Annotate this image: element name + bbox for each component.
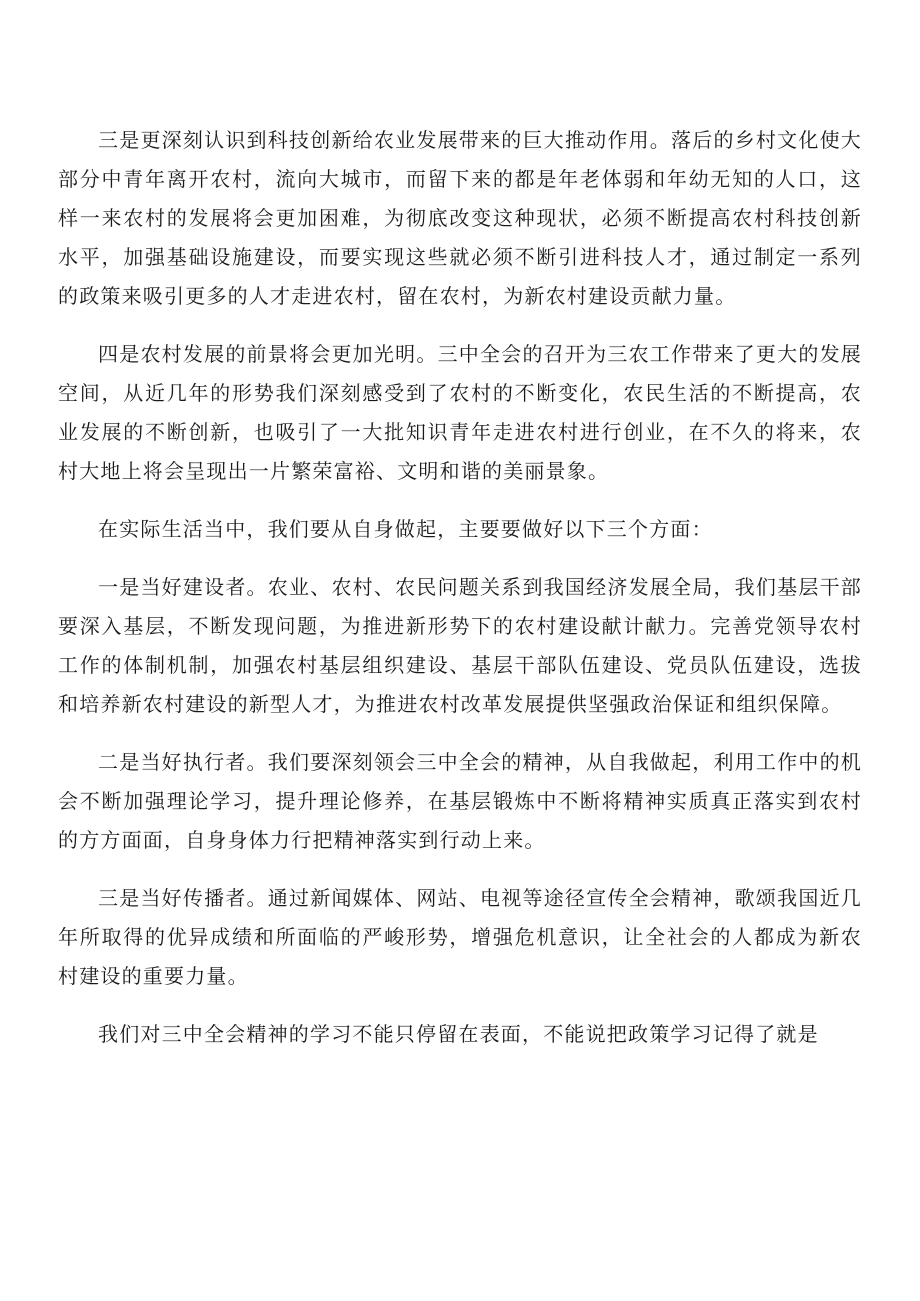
paragraph-executor: 二是当好执行者。我们要深刻领会三中全会的精神，从自我做起，利用工作中的机会不断加强理论学习，提升理论修养，在基层锻炼中不断将精神实质真正落实到农村的方方面面，自身身体力行把精神落实到行动上来。 [58,750,862,852]
paragraph-study-spirit: 我们对三中全会精神的学习不能只停留在表面，不能说把政策学习记得了就是 [98,1022,819,1046]
paragraph-rural-prospects: 四是农村发展的前景将会更加光明。三中全会的召开为三农工作带来了更大的发展空间，从近几年的形势我们深刻感受到了农村的不断变化，农民生活的不断提高，农业发展的不断创新，也吸引了一大批知识青年走进农村进行创业，在不久的将来，农村大地上将会呈现出一片繁荣富裕、文明和谐的美丽景象。 [58,342,862,483]
document-body [58,121,862,1054]
paragraph-communicator: 三是当好传播者。通过新闻媒体、网站、电视等途径宣传全会精神，歌颂我国近几年所取得的优异成绩和所面临的严峻形势，增强危机意识，让全社会的人都成为新农村建设的重要力量。 [58,886,862,988]
paragraph-technology-innovation: 三是更深刻认识到科技创新给农业发展带来的巨大推动作用。落后的乡村文化使大部分中青年离开农村，流向大城市，而留下来的都是年老体弱和年幼无知的人口，这样一来农村的发展将会更加困难，为彻底改变这种现状，必须不断提高农村科技创新水平，加强基础设施建设，而要实现这些就必须不断引进科技人才，通过制定一系列的政策来吸引更多的人才走进农村，留在农村，为新农村建设贡献力量。 [58,128,862,308]
paragraph-three-aspects-intro: 在实际生活当中，我们要从自身做起，主要要做好以下三个方面： [98,517,713,541]
paragraph-builder: 一是当好建设者。农业、农村、农民问题关系到我国经济发展全局，我们基层干部要深入基层，不断发现问题，为推进新形势下的农村建设献计献力。完善党领导农村工作的体制机制，加强农村基层组织建设、基层干部队伍建设、党员队伍建设，选拔和培养新农村建设的新型人才，为推进农村改革发展提供坚强政治保证和组织保障。 [58,575,862,716]
